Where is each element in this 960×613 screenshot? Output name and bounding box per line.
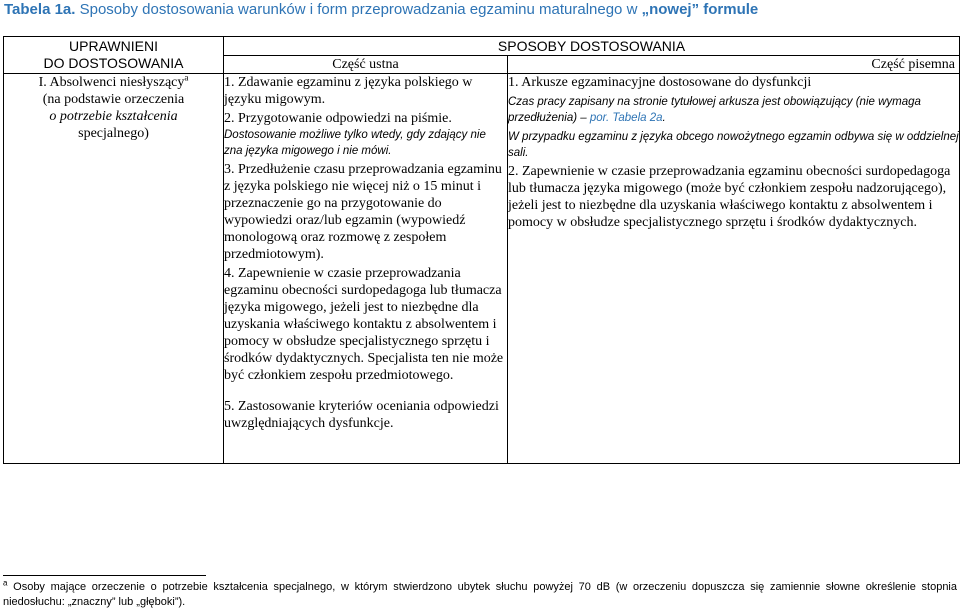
footnote-text: Osoby mające orzeczenie o potrzebie kształcenia specjalnego, w którym stwierdzono ubytek słuchu powyżej 70 dB (w orzeczeniu dopuszcza się zamiennie słowne określenie stopnia niedosłuchu: „znaczny” lub „głęboki”). — [3, 581, 957, 608]
table-caption — [4, 0, 954, 20]
oral-item-5: 5. Zastosowanie kryteriów oceniania odpowiedzi uwzględniających dysfunkcje. — [224, 399, 499, 431]
eligible-group-line1: I. Absolwenci niesłyszący$^a$ — [38, 72, 189, 90]
footnote-marker-ref: a — [184, 72, 189, 83]
oral-item-4: 4. Zapewnienie w czasie przeprowadzania egzaminu obecności surdopedagoga lub tłumacza języka migowego, jeżeli jest to niezbędne dla uzyskania właściwego kontaktu z absolwentem i pomocy w obsłudze specjalistycznego sprzętu i środków dydaktycznych. Specjalista ten nie może być członkiem zespołu przedmiotowego. — [224, 266, 504, 383]
written-item-1-note-1: Czas pracy zapisany na stronie tytułowej arkusza jest obowiązujący (nie wymaga przedłużenia) – por. Tabela 2a. — [508, 96, 921, 124]
header-eligible-line1: UPRAWNIENI — [69, 38, 158, 54]
oral-part-cell — [224, 74, 508, 464]
oral-item-3: 3. Przedłużenie czasu przeprowadzania egzaminu z języka polskiego nie więcej niż o 15 minut i przeznaczenie go na przygotowanie do wypowiedzi oraz/lub egzamin (wypowiedź monologową oraz rozmowę z zespołem przedmiotowym). — [224, 162, 502, 262]
oral-item-1: 1. Zdawanie egzaminu z języka polskiego w języku migowym. — [224, 75, 473, 107]
footnote — [3, 580, 957, 610]
table-caption-label: Tabela 1a. — [4, 1, 76, 18]
footnote-marker: a — [3, 578, 8, 588]
header-eligible — [4, 37, 224, 74]
eligible-group-cell — [4, 74, 224, 464]
table-caption-text: Sposoby dostosowania warunków i form przeprowadzania egzaminu maturalnego w — [75, 1, 642, 18]
eligible-group-line3: o potrzebie kształcenia — [49, 109, 178, 124]
oral-item-2: 2. Przygotowanie odpowiedzi na piśmie. — [224, 111, 452, 126]
eligible-group-line4: specjalnego) — [78, 126, 149, 141]
eligible-group-keyword: niesłyszący — [119, 75, 185, 90]
written-item-1: 1. Arkusze egzaminacyjne dostosowane do dysfunkcji — [508, 75, 812, 90]
reference-tabela-2a: por. Tabela 2a — [589, 112, 663, 124]
written-item-1-note-2: W przypadku egzaminu z języka obcego nowożytnego egzamin odbywa się w oddzielnej sali. — [508, 131, 959, 159]
header-written-part: Część pisemna — [508, 56, 960, 74]
table-caption-emphasis: „nowej” formule — [641, 1, 759, 18]
header-oral-part: Część ustna — [224, 56, 508, 74]
written-item-2: 2. Zapewnienie w czasie przeprowadzania egzaminu obecności surdopedagoga lub tłumacza języka migowego (może być członkiem zespołu nadzorującego), jeżeli jest to niezbędne dla uzyskania właściwego kontaktu z absolwentem i pomocy w obsłudze specjalistycznego sprzętu i środków dydaktycznych. — [508, 164, 951, 230]
header-adaptations: SPOSOBY DOSTOSOWANIA — [224, 37, 960, 56]
adaptations-table — [3, 36, 960, 464]
written-part-cell — [508, 74, 960, 464]
eligible-group-line2: (na podstawie orzeczenia — [42, 92, 185, 107]
oral-item-2-note: Dostosowanie możliwe tylko wtedy, gdy zdający nie zna języka migowego i nie mówi. — [224, 129, 486, 157]
footnote-separator — [3, 575, 206, 576]
header-eligible-line2: DO DOSTOSOWANIA — [43, 55, 184, 71]
